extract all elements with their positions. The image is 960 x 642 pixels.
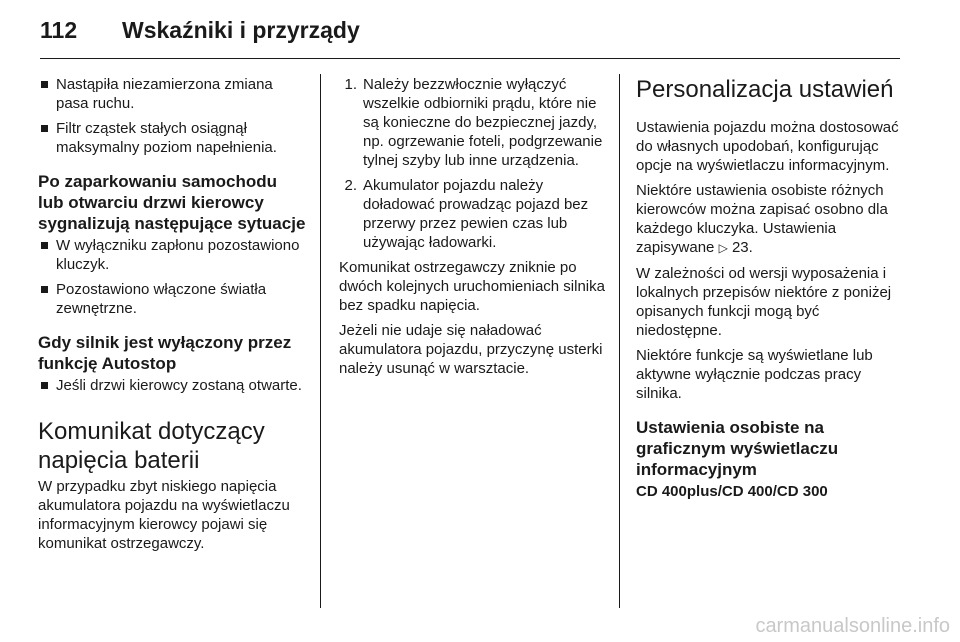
section-heading-parking: Po zaparkowaniu samochodu lub otwarciu drzwi kierowcy sygnalizują następujące sytuacje: [38, 172, 306, 233]
section-heading-personalization: Personalizacja ustawień: [636, 76, 894, 103]
paragraph: Ustawienia pojazdu można dostosować do własnych upodobań, konfigurując opcje na wyświetlaczu informacyjnym.: [636, 119, 899, 174]
watermark: carmanualsonline.info: [755, 615, 950, 637]
list-item: Filtr cząstek stałych osiągnął maksymalny poziom napełnienia.: [38, 119, 306, 157]
column-2: [339, 75, 609, 384]
section-heading-autostop: Gdy silnik jest wyłączony przez funkcję Autostop: [38, 333, 292, 373]
list-item: W wyłączniku zapłonu pozostawiono kluczyk.: [38, 236, 306, 274]
page-number: 112: [40, 16, 78, 43]
paragraph: Jeżeli nie udaje się naładować akumulatora pojazdu, przyczynę usterki należy usunąć w warsztacie.: [339, 322, 603, 377]
subsection-heading-models: CD 400plus/CD 400/CD 300: [636, 483, 828, 500]
header-rule: [40, 58, 900, 59]
paragraph-text: Niektóre ustawienia osobiste różnych kierowców można zapisać osobno dla każdego kluczyka. Ustawienia zapisywane: [636, 182, 888, 256]
battery-paragraph: W przypadku zbyt niskiego napięcia akumulatora pojazdu na wyświetlaczu informacyjnym kierowcy pojawi się komunikat ostrzegawczy.: [38, 478, 290, 552]
item-number: 2.: [344, 177, 357, 194]
page-ref[interactable]: 23.: [731, 239, 753, 256]
item-text: Należy bezzwłocznie wyłączyć wszelkie odbiorniki prądu, które nie są konieczne do bezpiecznej jazdy, np. ogrzewanie foteli, podgrzewanie tylnej szyby lub inne urządzenia.: [363, 76, 603, 169]
page-title: Wskaźniki i przyrządy: [122, 16, 360, 43]
column-3: [636, 75, 906, 501]
paragraph: Komunikat ostrzegawczy zniknie po dwóch kolejnych uruchomieniach silnika bez spadku napięcia.: [339, 259, 605, 314]
paragraph: W zależności od wersji wyposażenia i lokalnych przepisów niektóre z poniżej opisanych funkcji mogą być niedostępne.: [636, 265, 892, 339]
column-1: [38, 75, 306, 559]
list-item: Jeśli drzwi kierowcy zostaną otwarte.: [38, 376, 306, 395]
column-divider-1: [320, 74, 321, 608]
section-heading-battery: Komunikat dotyczący napięcia baterii: [38, 418, 265, 474]
item-number: 1.: [344, 76, 357, 93]
column-divider-2: [619, 74, 620, 608]
numbered-item: [339, 176, 609, 252]
paragraph: [636, 181, 906, 258]
section-heading-settings: Ustawienia osobiste na graficznym wyświetlaczu informacyjnym: [636, 418, 839, 479]
item-text: Akumulator pojazdu należy doładować prowadząc pojazd bez przerwy przez pewien czas lub używając ładowarki.: [363, 177, 589, 251]
page-header: [40, 10, 360, 50]
paragraph: Niektóre funkcje są wyświetlane lub aktywne wyłącznie podczas pracy silnika.: [636, 347, 873, 402]
list-item: Pozostawiono włączone światła zewnętrzne.: [38, 280, 306, 318]
numbered-item: [339, 75, 609, 170]
page-ref-arrow-icon: ▷: [718, 241, 728, 255]
list-item: Nastąpiła niezamierzona zmiana pasa ruchu.: [38, 75, 306, 113]
